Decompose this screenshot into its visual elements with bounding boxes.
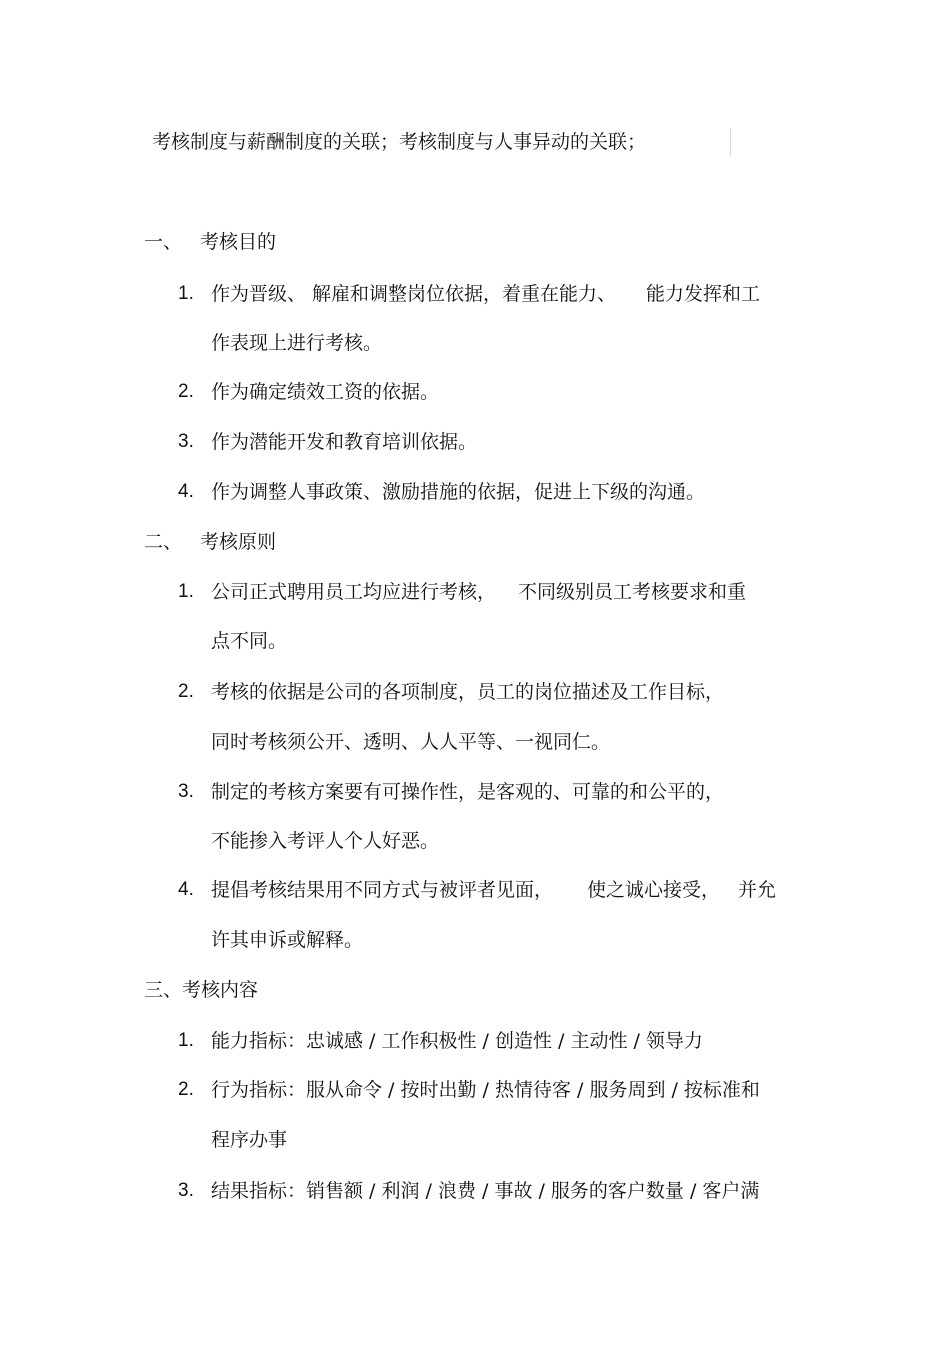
list-item-text: 作为潜能开发和教育培训依据。 — [211, 431, 478, 453]
list-item-text: 作为确定绩效工资的依据。 — [211, 381, 440, 403]
text-segment: 不同级别员工考核要求和重 — [518, 581, 747, 603]
text-segment: 使之诚心接受， — [587, 879, 721, 901]
list-item-text: 考核的依据是公司的各项制度，员工的岗位描述及工作目标， — [211, 681, 725, 703]
section-heading-1 — [144, 228, 276, 256]
list-item-number: 1. — [178, 283, 194, 304]
list-item-number: 4. — [178, 481, 194, 502]
section-title: 考核内容 — [182, 979, 259, 1001]
list-item-text: 行为指标：服从命令 / 按时出勤 / 热情待客 / 服务周到 / 按标准和 — [211, 1079, 760, 1101]
list-item-text: 程序办事 — [211, 1129, 288, 1151]
list-item-text: 能力指标：忠诚感 / 工作积极性 / 创造性 / 主动性 / 领导力 — [211, 1030, 703, 1052]
list-item-text: 许其申诉或解释。 — [211, 929, 364, 951]
section-number: 二、 — [144, 531, 183, 553]
list-item-text — [211, 578, 746, 606]
list-item-number: 1. — [178, 1030, 194, 1051]
list-item-number: 4. — [178, 879, 194, 900]
section-number: 三、 — [144, 979, 183, 1001]
list-item-text — [211, 280, 760, 308]
list-item-text: 作表现上进行考核。 — [211, 332, 383, 354]
list-item-text: 点不同。 — [211, 630, 288, 652]
list-item-number: 1. — [178, 581, 194, 602]
list-item-number: 2. — [178, 681, 194, 702]
list-item-number: 3. — [178, 431, 194, 452]
text-segment: 提倡考核结果用不同方式与被评者见面， — [211, 879, 554, 901]
text-segment: 能力发挥和工 — [646, 283, 761, 305]
section-title: 考核目的 — [200, 231, 277, 253]
text-segment: 作为晋级、 解雇和调整岗位依据，着重在能力、 — [211, 283, 617, 305]
text-segment: 公司正式聘用员工均应进行考核， — [211, 581, 497, 603]
list-item-text: 作为调整人事政策、激励措施的依据，促进上下级的沟通。 — [211, 481, 706, 503]
list-item-number: 2. — [178, 381, 194, 402]
text-segment: 并允 — [738, 879, 777, 901]
intro-text: 考核制度与薪酬制度的关联；考核制度与人事异动的关联； — [152, 131, 647, 153]
list-item-text — [211, 876, 776, 904]
list-item-text: 制定的考核方案要有可操作性，是客观的、可靠的和公平的， — [211, 781, 725, 803]
section-heading-3 — [144, 976, 258, 1004]
list-item-number: 3. — [178, 1180, 194, 1201]
list-item-text: 同时考核须公开、透明、人人平等、一视同仁。 — [211, 731, 611, 753]
list-item-number: 2. — [178, 1079, 194, 1100]
list-item-text: 结果指标：销售额 / 利润 / 浪费 / 事故 / 服务的客户数量 / 客户满 — [211, 1180, 760, 1202]
section-heading-2 — [144, 528, 276, 556]
section-number: 一、 — [144, 231, 183, 253]
section-title: 考核原则 — [200, 531, 277, 553]
list-item-text: 不能掺入考评人个人好恶。 — [211, 830, 440, 852]
list-item-number: 3. — [178, 781, 194, 802]
